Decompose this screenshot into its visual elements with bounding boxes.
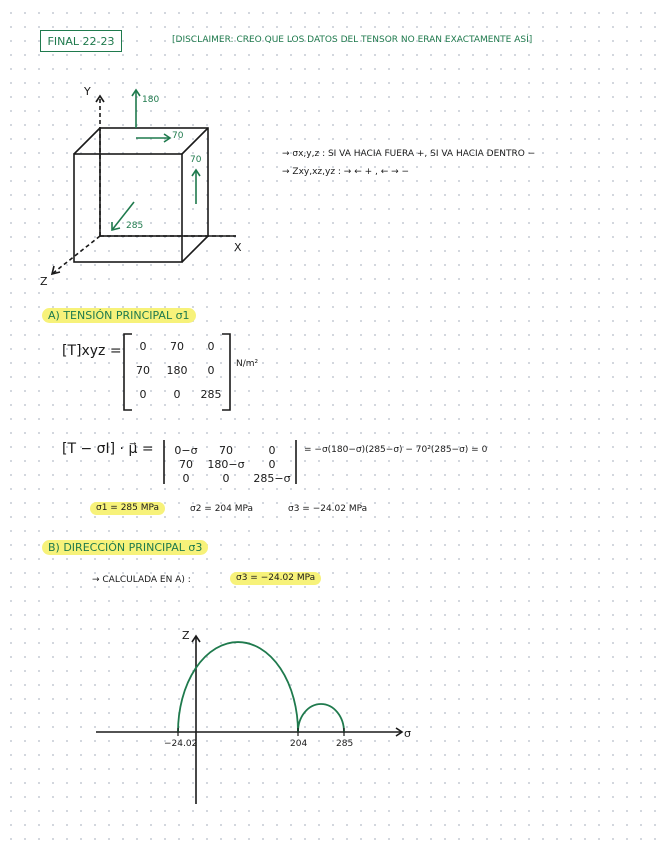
disclaimer: [DISCLAIMER: CREO QUE LOS DATOS DEL TENSOR NO ERAN EXACTAMENTE ASÍ] [172,35,533,45]
sign-legend-normal: → σx,y,z : SI VA HACIA FUERA +, SI VA HACIA DENTRO − [282,149,536,159]
sigma3-highlight: σ3 = −24.02 MPa [230,572,321,585]
sigma2-result: σ2 = 204 MPa [190,504,254,514]
char-matrix-cell: 0 [268,444,276,457]
matrix-cell: 285 [200,388,222,401]
mohr-sigma-label: σ [404,727,411,740]
cube-axis-x: X [234,241,242,254]
sigma3-result: σ3 = −24.02 MPa [288,504,368,514]
mohr-tau-label: Z [182,629,190,642]
mohr-tick-sigma2: 204 [290,739,308,749]
load-285: 285 [126,221,144,231]
calc-text: → CALCULADA EN A) : [92,575,191,585]
mohr-small-arc [298,704,344,732]
sign-legend-shear: → Zxy,xz,yz : → ← + , ← → − [282,167,410,177]
cube-axis-y: Y [84,85,91,98]
char-matrix-cell: 285−σ [253,472,291,485]
page-title-text: FINAL 22-23 [47,34,115,48]
matrix-cell: 70 [170,340,184,353]
section-a-title: A) TENSIÓN PRINCIPAL σ1 [42,308,196,323]
load-70-side: 70 [190,155,202,165]
matrix-cell: 0 [207,340,215,353]
matrix-cell: 70 [136,364,150,377]
sigma1-result: σ1 = 285 MPa [90,502,165,515]
matrix-cell: 0 [139,388,147,401]
char-equation: = −σ(180−σ)(285−σ) − 70²(285−σ) = 0 [304,445,488,455]
char-matrix-cell: 0 [222,472,230,485]
char-matrix-cell: 0−σ [174,444,198,457]
matrix-cell: 0 [139,340,147,353]
mohr-tick-sigma1: 285 [336,739,354,749]
char-matrix-cell: 70 [179,458,193,471]
section-b-title: B) DIRECCIÓN PRINCIPAL σ3 [42,540,208,555]
cube-axis-z: Z [40,275,48,288]
char-matrix-cell: 0 [182,472,190,485]
char-label: [T − σI] · μ⃗ = [62,441,154,457]
char-matrix-cell: 0 [268,458,276,471]
char-matrix-cell: 70 [219,444,233,457]
char-matrix-cell: 180−σ [207,458,245,471]
mohr-tick-sigma3: −24.02 [164,739,198,749]
load-180: 180 [142,95,160,105]
load-70-top: 70 [172,131,184,141]
matrix-cell: 180 [166,364,188,377]
matrix-cell: 0 [207,364,215,377]
matrix-cell: 0 [173,388,181,401]
tensor-label: [T]xyz = [62,343,122,359]
tensor-units: N/m² [236,359,259,369]
